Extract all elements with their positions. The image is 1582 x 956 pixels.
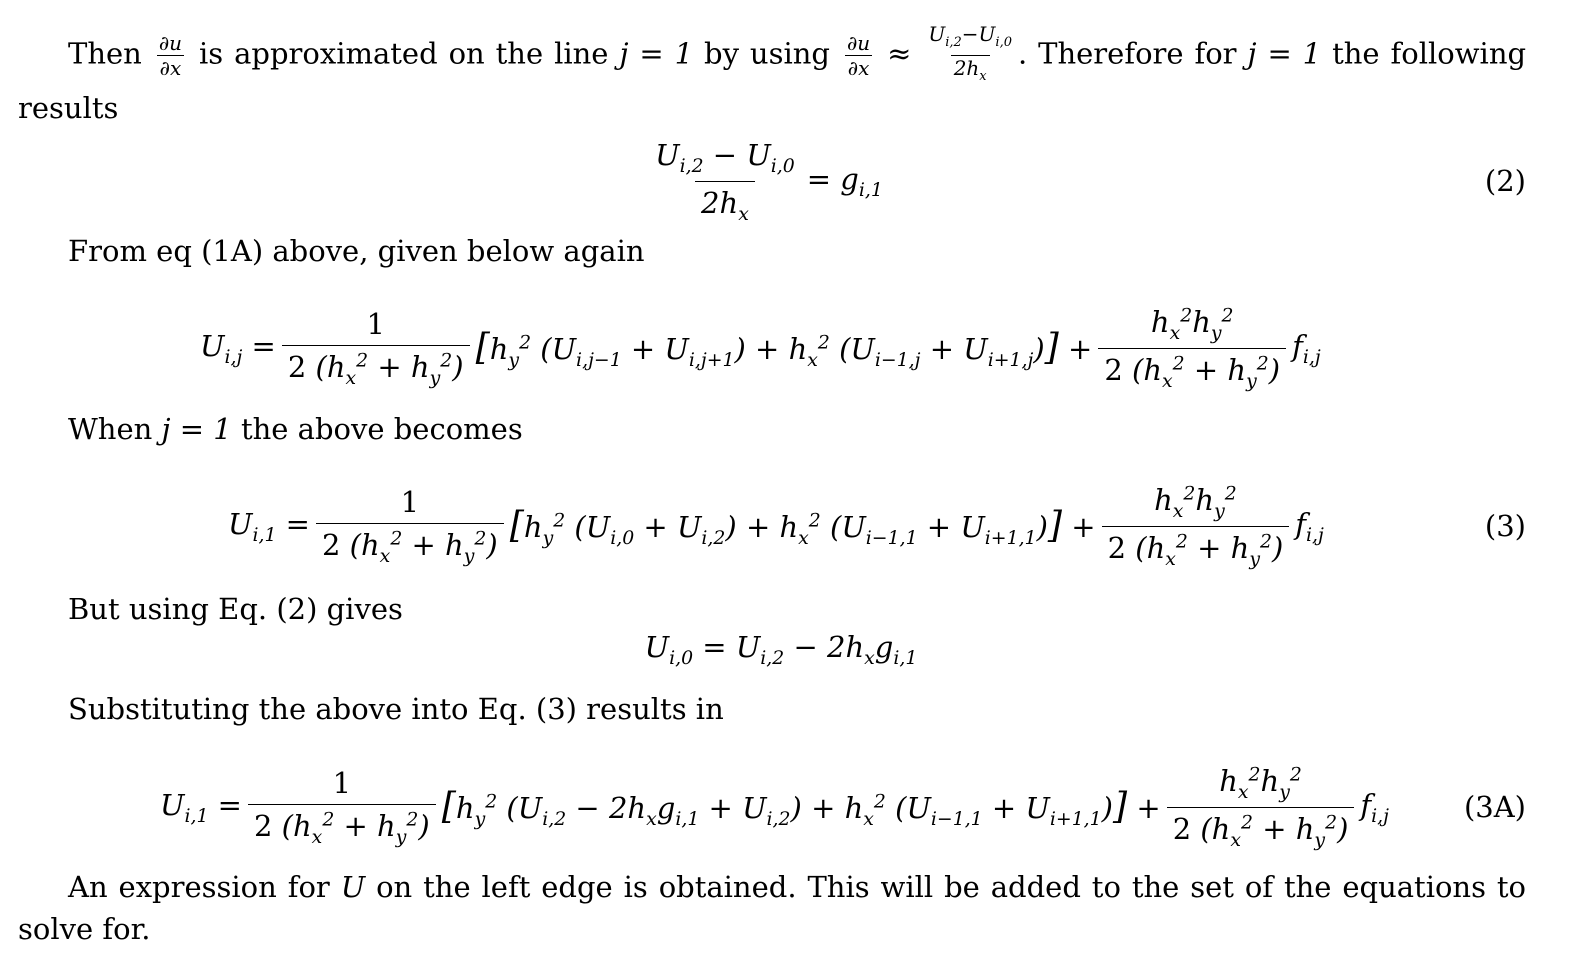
paragraph-using-eq2: But using Eq. (2) gives xyxy=(68,592,403,626)
equation-1a: $U_{i,j}$ = $\frac{1}{2 (h_x^2 + h_y^2)}$ [$h_y^2$ $(U_{i,j-1} + U_{i,j+1}) + h_x^2$ $(U_{i-1,j} + U_{i+1,j})$] + $\frac{h_x^2h_y^2}{2 (h_x^2 + h_y^2)}$ $f_{i,j}$ xyxy=(200,305,1321,392)
p1-text5: the following results xyxy=(18,36,1527,125)
p3-condition: j = 1 xyxy=(161,412,232,446)
p1-text3: by using xyxy=(704,36,830,71)
p6-post: on the left edge is obtained. This will be added to the set of the equations to solve for. xyxy=(18,870,1527,946)
central-difference-fraction: $\frac{U_{i,2}-U_{i,0}}{2h_x}$ xyxy=(925,24,1015,87)
p3-pre: When xyxy=(68,412,153,446)
paragraph-substituting: Substituting the above into Eq. (3) results in xyxy=(68,692,724,726)
paragraph-when-j1 xyxy=(68,408,1576,450)
equation-2-number: (2) xyxy=(1484,164,1526,199)
equation-3a-number: (3A) xyxy=(1463,790,1526,825)
p6-pre: An expression for xyxy=(68,870,330,904)
equation-2: $\frac{U_{i,2} - U_{i,0}}{2h_x}$ = $g_{i,1}$ (2) xyxy=(655,138,1526,225)
paragraph-conclusion xyxy=(18,866,1526,950)
p1-condition-2: j = 1 xyxy=(1247,36,1322,71)
p3-post: the above becomes xyxy=(240,412,523,446)
equation-3a: $U_{i,1}$ = $\frac{1}{2 (h_x^2 + h_y^2)}$ [$h_y^2$ $(U_{i,2} - 2h_xg_{i,1} + U_{i,2}) + h_x^2$ $(U_{i-1,1} + U_{i+1,1})$] + $\frac{h_x^2h_y^2}{2 (h_x^2 + h_y^2)}$ $f_{i,j}$ (3A) xyxy=(160,764,1526,851)
du-dx-fraction-2: $\frac{\partial u}{\partial x}$ xyxy=(844,33,873,78)
paragraph-from-eq1a: From eq (1A) above, given below again xyxy=(68,234,645,268)
equation-boundary: $U_{i,0} = U_{i,2} - 2h_xg_{i,1}$ xyxy=(644,630,918,669)
p1-condition: j = 1 xyxy=(619,36,694,71)
p6-var: U xyxy=(340,870,366,904)
equation-3-number: (3) xyxy=(1484,509,1526,544)
p1-text4: . Therefore for xyxy=(1017,36,1237,71)
equation-3: $U_{i,1}$ = $\frac{1}{2 (h_x^2 + h_y^2)}$ [$h_y^2$ $(U_{i,0} + U_{i,2}) + h_x^2$ $(U_{i-1,1} + U_{i+1,1})$] + $\frac{h_x^2h_y^2}{2 (h_x^2 + h_y^2)}$ $f_{i,j}$ (3) xyxy=(228,483,1526,570)
paragraph-intro: Then $\frac{\partial u}{\partial x}$ is approximated on the line j = 1 by using $\frac{\partial u}{\partial x}$ ≈ $\frac{U_{i,2}-U_{i,0}}{2h_x}$ . Therefore for j = 1 the following results xyxy=(18,22,1527,125)
du-dx-fraction: $\frac{\partial u}{\partial x}$ xyxy=(156,33,185,78)
p1-text1: Then xyxy=(68,36,142,71)
p1-text2: is approximated on the line xyxy=(199,36,609,71)
